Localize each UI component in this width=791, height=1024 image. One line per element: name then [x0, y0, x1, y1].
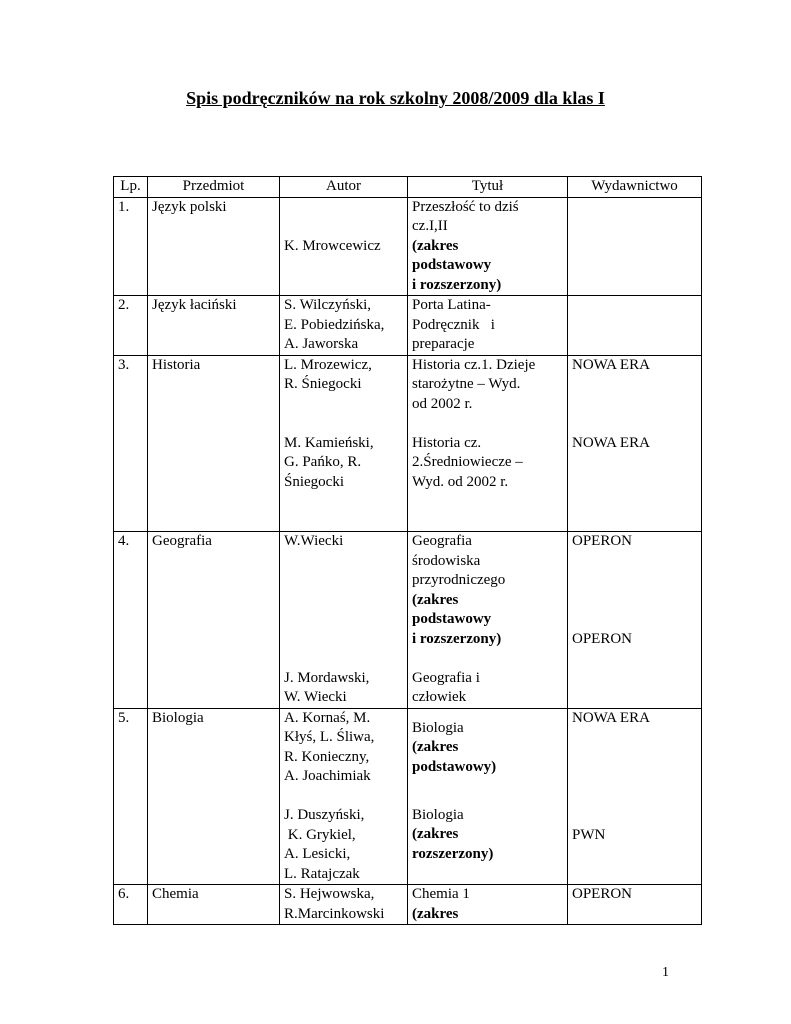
publisher-line: OPERON: [572, 533, 633, 549]
publisher-line: NOWA ERA: [572, 356, 650, 373]
author-cell: [280, 885, 408, 925]
publisher-line: OPERON: [572, 886, 633, 902]
row-number: 5.: [114, 708, 148, 885]
author-line: M. Kamieński,: [284, 434, 374, 451]
title-line: podstawowy: [412, 257, 492, 273]
header-publisher: Wydawnictwo: [568, 177, 702, 198]
title-line: (zakres: [412, 237, 459, 254]
table-row: [114, 197, 702, 296]
author-cell: [280, 296, 408, 356]
author-line: R. Konieczny,: [284, 748, 370, 765]
table-row: [114, 532, 702, 709]
author-line: L. Ratajczak: [284, 865, 360, 882]
title-line: Historia cz.1. Dzieje: [412, 356, 536, 373]
title-cell: [408, 708, 568, 885]
title-line: Biologia: [412, 806, 464, 823]
page-title: Spis podręczników na rok szkolny 2008/2009 dla klas I: [186, 88, 605, 108]
title-line: Podręcznik i: [412, 316, 495, 333]
header-title: Tytuł: [408, 177, 568, 198]
author-line: E. Pobiedzińska,: [284, 316, 385, 333]
title-line: Chemia 1: [412, 886, 470, 902]
publisher-cell: [568, 197, 702, 296]
title-line: i rozszerzony): [412, 630, 502, 647]
row-number: 6.: [114, 885, 148, 925]
page-number: 1: [662, 965, 669, 980]
author-line: J. Duszyński,: [284, 807, 365, 823]
publisher-cell: [568, 708, 702, 885]
author-line: S. Hejwowska,: [284, 886, 375, 902]
title-cell: [408, 532, 568, 709]
title-cell: [408, 197, 568, 296]
author-line: W. Wiecki: [284, 689, 347, 705]
author-cell: [280, 532, 408, 709]
title-line: przyrodniczego: [412, 572, 506, 588]
title-line: (zakres: [412, 591, 459, 608]
header-subject: Przedmiot: [148, 177, 280, 198]
title-line: preparacje: [412, 336, 475, 352]
row-number: 1.: [114, 197, 148, 296]
table-row: [114, 355, 702, 532]
subject-cell: Język polski: [148, 197, 280, 296]
subject-cell: Biologia: [148, 708, 280, 885]
title-line: środowiska: [412, 552, 481, 569]
author-line: R. Śniegocki: [284, 376, 362, 392]
row-number: 3.: [114, 355, 148, 532]
subject-cell: Geografia: [148, 532, 280, 709]
subject-cell: Chemia: [148, 885, 280, 925]
title-line: cz.I,II: [412, 218, 448, 234]
table-row: [114, 296, 702, 356]
publisher-line: NOWA ERA: [572, 434, 650, 451]
publisher-line: OPERON: [572, 630, 633, 647]
author-line: A. Jaworska: [284, 336, 359, 352]
author-line: R.Marcinkowski: [284, 905, 385, 922]
publisher-cell: [568, 885, 702, 925]
title-line: od 2002 r.: [412, 395, 473, 412]
title-line: Wyd. od 2002 r.: [412, 473, 509, 490]
title-line: i rozszerzony): [412, 276, 502, 293]
title-line: starożytne – Wyd.: [412, 376, 521, 392]
author-line: J. Mordawski,: [284, 669, 370, 686]
title-line: Biologia: [412, 719, 464, 736]
author-line: K. Mrowcewicz: [284, 237, 381, 254]
title-line: (zakres: [412, 826, 459, 842]
title-line: Porta Latina-: [412, 297, 491, 313]
author-line: Kłyś, L. Śliwa,: [284, 729, 375, 745]
author-line: G. Pańko, R.: [284, 454, 362, 470]
publisher-cell: [568, 532, 702, 709]
row-number: 2.: [114, 296, 148, 356]
title-line: podstawowy: [412, 611, 492, 627]
author-cell: [280, 355, 408, 532]
publisher-line: PWN: [572, 826, 606, 843]
header-author: Autor: [280, 177, 408, 198]
author-line: S. Wilczyński,: [284, 297, 372, 313]
publisher-cell: [568, 296, 702, 356]
title-line: (zakres: [412, 739, 459, 755]
title-line: Przeszłość to dziś: [412, 198, 519, 215]
title-cell: [408, 355, 568, 532]
author-line: L. Mrozewicz,: [284, 356, 372, 373]
table-row: [114, 885, 702, 925]
author-line: A. Lesicki,: [284, 846, 351, 862]
author-line: A. Joachimiak: [284, 768, 371, 784]
header-lp: Lp.: [114, 177, 148, 198]
title-cell: [408, 885, 568, 925]
title-line: podstawowy): [412, 758, 497, 775]
author-line: Śniegocki: [284, 473, 344, 490]
title-line: 2.Średniowiecze –: [412, 454, 523, 470]
table-row: [114, 708, 702, 885]
title-cell: [408, 296, 568, 356]
author-line: W.Wiecki: [284, 533, 344, 549]
row-number: 4.: [114, 532, 148, 709]
textbook-table: [113, 176, 702, 925]
title-line: rozszerzony): [412, 845, 494, 862]
table-header-row: [114, 177, 702, 198]
title-line: Geografia: [412, 533, 472, 549]
publisher-cell: [568, 355, 702, 532]
publisher-line: NOWA ERA: [572, 709, 650, 726]
author-line: A. Kornaś, M.: [284, 709, 371, 726]
title-line: człowiek: [412, 689, 467, 705]
author-cell: [280, 708, 408, 885]
title-line: Geografia i: [412, 669, 480, 686]
subject-cell: Historia: [148, 355, 280, 532]
title-line: (zakres: [412, 905, 459, 922]
author-cell: [280, 197, 408, 296]
subject-cell: Język łaciński: [148, 296, 280, 356]
author-line: K. Grykiel,: [284, 826, 356, 843]
title-line: Historia cz.: [412, 434, 482, 451]
